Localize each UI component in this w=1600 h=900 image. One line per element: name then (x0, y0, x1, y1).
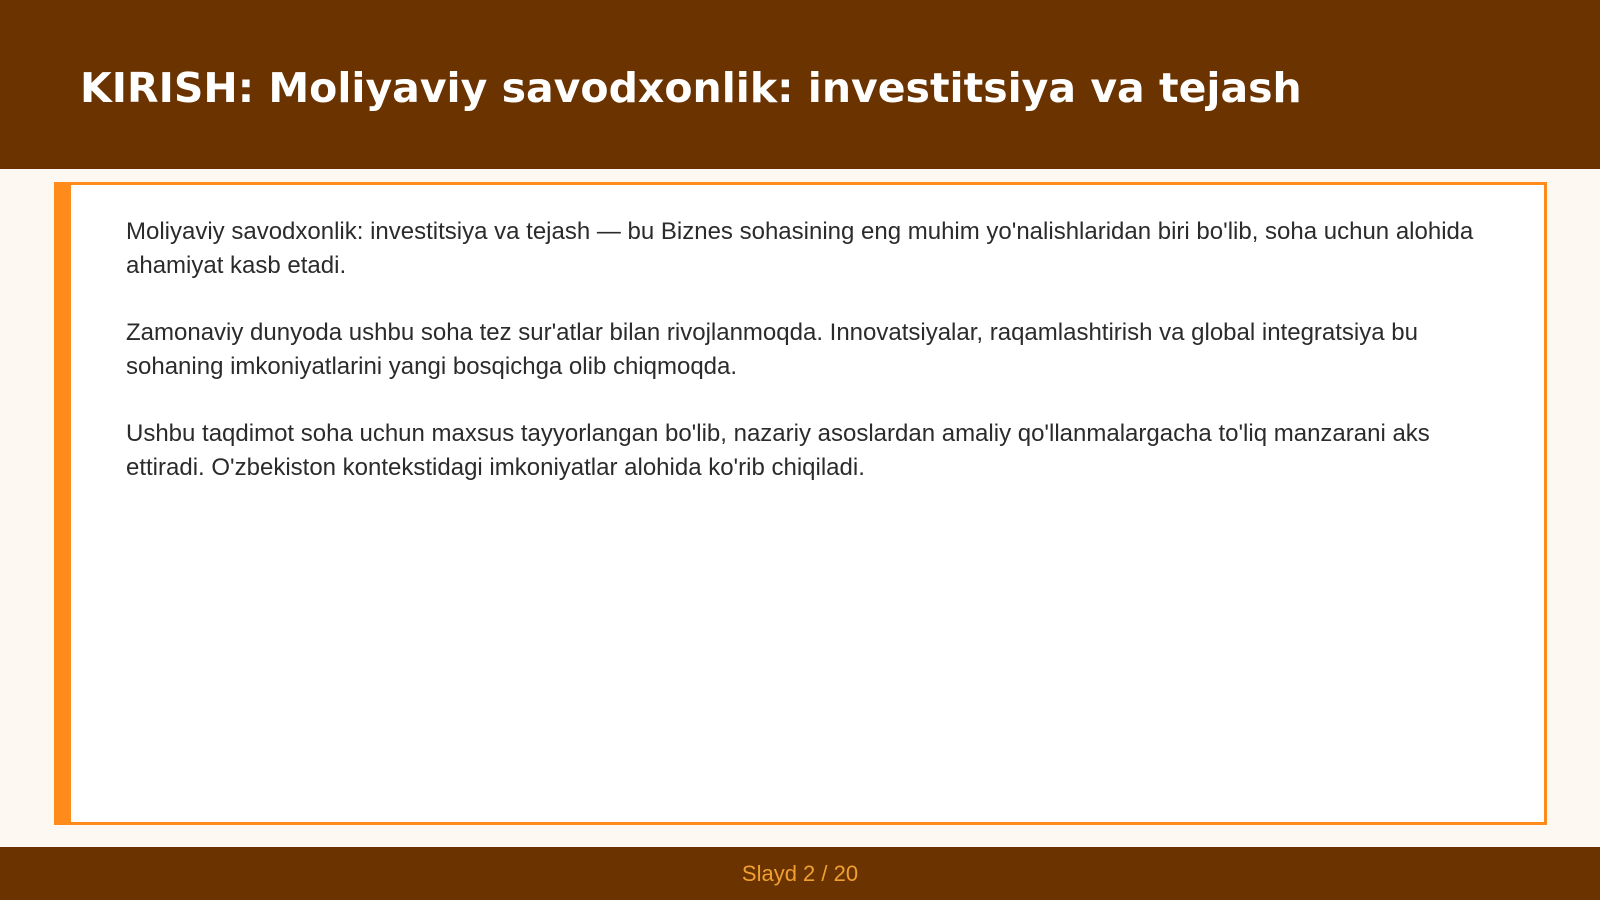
slide-counter: Slayd 2 / 20 (741, 861, 859, 886)
content-card (54, 182, 1547, 825)
paragraph-2: Zamonaviy dunyoda ushbu soha tez sur'atlar bilan rivojlanmoqda. Innovatsiyalar, raqamlashtirish va global integratsiya bu sohaning imkoniyatlarini yangi bosqichga olib chiqmoqda. (126, 319, 1418, 380)
paragraph-1: Moliyaviy savodxonlik: investitsiya va tejash — bu Biznes sohasining eng muhim yo'nalishlaridan biri bo'lib, soha uchun alohida ahamiyat kasb etadi. (126, 218, 1474, 279)
slide-footer (0, 847, 1600, 900)
paragraph-3: Ushbu taqdimot soha uchun maxsus tayyorlangan bo'lib, nazariy asoslardan amaliy qo'llanmalargacha to'liq manzarani aks ettiradi. O'zbekiston kontekstidagi imkoniyatlar alohida ko'rib chiqiladi. (126, 420, 1430, 481)
slide-header (0, 0, 1600, 169)
content-body (126, 215, 1506, 518)
slide-title: KIRISH: Moliyaviy savodxonlik: investitsiya va tejash (80, 64, 1302, 112)
